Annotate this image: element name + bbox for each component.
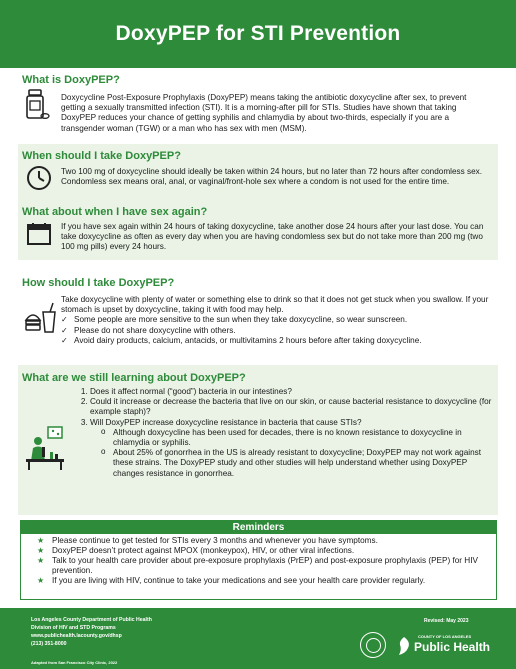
- footer-org: Los Angeles County Department of Public Health: [31, 617, 152, 623]
- page-title: DoxyPEP for STI Prevention: [115, 22, 401, 45]
- learning-item: [90, 418, 494, 479]
- footer-adapted: Adapted from San Francisco City Clinic, 2022: [31, 660, 118, 665]
- logo-name: Public Health: [414, 640, 491, 654]
- reminder-item: ★ DoxyPEP doesn’t protect against MPOX (monkeypox), HIV, or other viral infections.: [37, 546, 488, 556]
- pill-bottle-icon: [26, 89, 50, 121]
- section-heading-when: When should I take DoxyPEP?: [22, 150, 181, 162]
- how-item: ✓ Please do not share doxycycline with others.: [61, 326, 491, 336]
- logo-county: COUNTY OF LOS ANGELES: [418, 634, 472, 639]
- section-heading-learning: What are we still learning about DoxyPEP?: [22, 372, 246, 384]
- learning-block: [76, 387, 494, 479]
- how-checklist: [61, 315, 491, 346]
- learning-item-text: Will DoxyPEP increase doxycycline resistance in bacteria that cause STIs?: [90, 417, 362, 427]
- reminders-heading: Reminders: [21, 521, 496, 534]
- section-heading-how: How should I take DoxyPEP?: [22, 277, 175, 289]
- lab-scientist-icon: [24, 425, 66, 471]
- reminders-box: [20, 520, 497, 600]
- learning-sublist: [90, 428, 494, 479]
- footer-phone: (213) 351-8000: [31, 641, 67, 647]
- how-intro: Take doxycycline with plenty of water or something else to drink so that it does not get stuck when you swallow. If your stomach is upset by doxycycline, taking it with food may help.: [61, 295, 489, 315]
- when-text: Two 100 mg of doxycycline should ideally be taken within 24 hours, but no later than 72 hours after condomless sex. Condomless sex means oral, anal, or vaginal/front-hole sex where a condom is not used for the entire time.: [61, 167, 482, 187]
- reminder-item: ★ Talk to your health care provider about pre-exposure prophylaxis (PrEP) and post-exposure prophylaxis (PEP) for HIV prevention.: [37, 556, 488, 576]
- learning-subitem: o Although doxycycline has been used for decades, there is no known resistance to doxycycline in chlamydia or syphilis.: [101, 428, 494, 448]
- footer-revised: Revised: May 2023: [424, 618, 469, 624]
- how-block: [61, 295, 491, 346]
- title-banner: [0, 0, 516, 68]
- again-text: If you have sex again within 24 hours of taking doxycycline, take another dose 24 hours after your last dose. You can take doxycycline as often as every day when you are having condomless sex but do not take more than 200 mg (two 100 mg pills) every 24 hours.: [61, 222, 484, 252]
- how-item: ✓ Some people are more sensitive to the sun when they take doxycycline, so wear sunscreen.: [61, 315, 491, 325]
- footer-contact: [31, 616, 152, 648]
- footer-url[interactable]: www.publichealth.lacounty.gov/dhsp: [31, 633, 122, 639]
- clock-icon: [26, 165, 52, 191]
- calendar-icon: [26, 222, 52, 246]
- what-text: Doxycycline Post-Exposure Prophylaxis (DoxyPEP) means taking the antibiotic doxycycline after sex, to prevent getting a sexually transmitted infection (STI). It is a morning-after pill for STIs. Studies have shown that taking DoxyPEP reduces your chance of getting syphilis and chlamydia by about two-thirds, especially if you are a transgender woman (TGW) or a man who has sex with men (MSM).: [61, 93, 467, 133]
- learning-list: [76, 387, 494, 479]
- reminder-item: ★ If you are living with HIV, continue to take your medications and see your health care provider regularly.: [37, 576, 488, 586]
- public-health-logo-icon: [396, 632, 491, 660]
- section-heading-what: What is DoxyPEP?: [22, 74, 120, 86]
- footer-division: Division of HIV and STD Programs: [31, 625, 116, 631]
- footer: [0, 608, 516, 669]
- learning-subitem: o About 25% of gonorrhea in the US is already resistant to doxycycline; DoxyPEP may not work against these strains. The DoxyPEP study and other studies will help understand whether using DoxyPEP changes resistance in gonorrhea.: [101, 448, 494, 479]
- how-item: ✓ Avoid dairy products, calcium, antacids, or multivitamins 2 hours before after taking doxycycline.: [61, 336, 491, 346]
- county-seal-icon: [360, 632, 386, 658]
- section-heading-again: What about when I have sex again?: [22, 206, 208, 218]
- reminders-list: [21, 534, 496, 586]
- food-drink-icon: [24, 300, 58, 334]
- reminder-item: ★ Please continue to get tested for STIs every 3 months and whenever you have symptoms.: [37, 536, 488, 546]
- learning-item: 1. Does it affect normal (“good”) bacteria in our intestines?: [90, 387, 494, 397]
- learning-item: 2. Could it increase or decrease the bacteria that live on our skin, or cause bacterial resistance to doxycycline (for example staph)?: [90, 397, 494, 417]
